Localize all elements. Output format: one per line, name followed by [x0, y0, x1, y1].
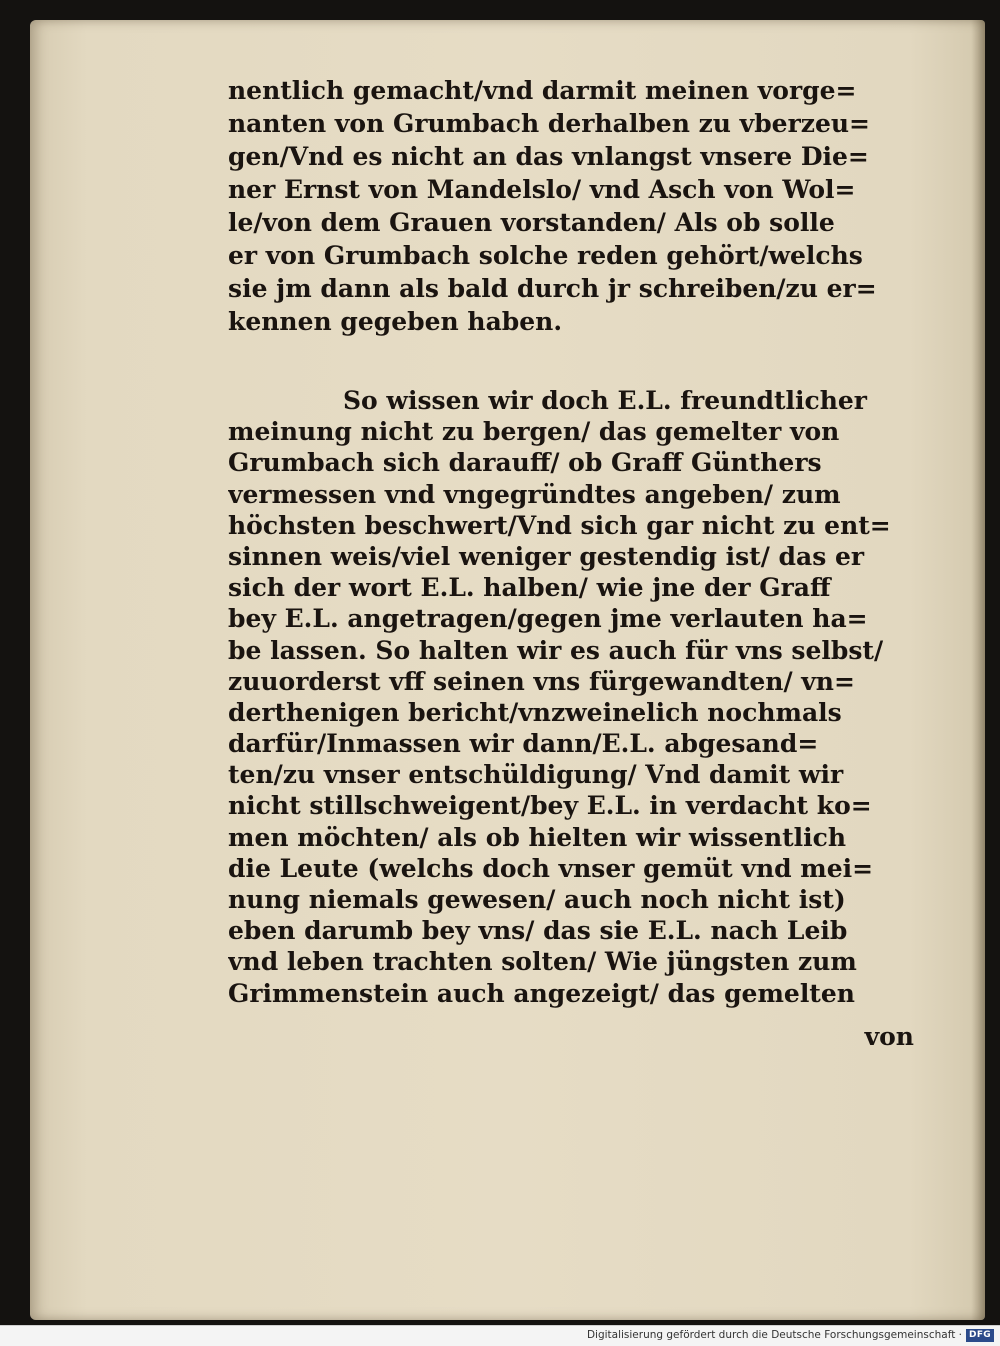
- text-line: men möchten/ als ob hielten wir wissentlich: [228, 822, 847, 852]
- text-line: meinung nicht zu bergen/ das gemelter von: [228, 417, 840, 447]
- page-edge-shadow: [971, 20, 985, 1320]
- text-line: sinnen weis/viel weniger gestendig ist/ das er: [228, 541, 865, 571]
- text-line: vermessen vnd vngegründtes angeben/ zum: [228, 479, 841, 509]
- text-line: zuuorderst vff seinen vns fürgewandten/ vn=: [228, 666, 855, 696]
- text-line: le/von dem Grauen vorstanden/ Als ob solle: [228, 208, 835, 237]
- text-line: So wissen wir doch E.L. freundtlicher: [343, 386, 867, 415]
- text-line: kennen gegeben haben.: [228, 307, 563, 336]
- footer-credit: Digitalisierung gefördert durch die Deutsche Forschungsgemeinschaft ·: [586, 1329, 962, 1341]
- text-line: er von Grumbach solche reden gehört/welchs: [228, 241, 863, 270]
- text-line: bey E.L. angetragen/gegen jme verlauten ha=: [228, 604, 868, 634]
- text-line: derthenigen bericht/vnzweinelich nochmals: [228, 697, 842, 727]
- footer-bar: [0, 1325, 1000, 1346]
- text-line: Grimmenstein auch angezeigt/ das gemelten: [228, 978, 855, 1008]
- text-line: höchsten beschwert/Vnd sich gar nicht zu ent=: [228, 510, 891, 540]
- text-line: nentlich gemacht/vnd darmit meinen vorge=: [228, 76, 857, 105]
- text-line: ner Ernst von Mandelslo/ vnd Asch von Wol=: [228, 175, 856, 204]
- text-line: nung niemals gewesen/ auch noch nicht ist): [228, 885, 846, 914]
- catchword: von: [864, 1022, 914, 1051]
- text-line: sich der wort E.L. halben/ wie jne der Graff: [228, 573, 831, 603]
- text-line: darfür/Inmassen wir dann/E.L. abgesand=: [228, 729, 819, 759]
- text-line: eben darumb bey vns/ das sie E.L. nach Leib: [228, 916, 848, 946]
- text-line: nanten von Grumbach derhalben zu vberzeu=: [228, 109, 870, 138]
- text-line: gen/Vnd es nicht an das vnlangst vnsere Die=: [228, 142, 869, 171]
- text-line: vnd leben trachten solten/ Wie jüngsten zum: [228, 947, 857, 977]
- text-line: nicht stillschweigent/bey E.L. in verdacht ko=: [228, 791, 872, 821]
- text-line: Grumbach sich darauff/ ob Graff Günthers: [228, 448, 822, 478]
- dfg-logo-icon[interactable]: DFG: [966, 1329, 994, 1342]
- paragraph-1: [228, 74, 918, 338]
- text-line: ten/zu vnser entschüldigung/ Vnd damit wir: [228, 760, 844, 790]
- text-line: die Leute (welchs doch vnser gemüt vnd mei=: [228, 853, 874, 883]
- paragraph-2: [228, 385, 918, 1009]
- text-line: be lassen. So halten wir es auch für vns selbst/: [228, 635, 884, 665]
- text-line: sie jm dann als bald durch jr schreiben/zu er=: [228, 274, 877, 303]
